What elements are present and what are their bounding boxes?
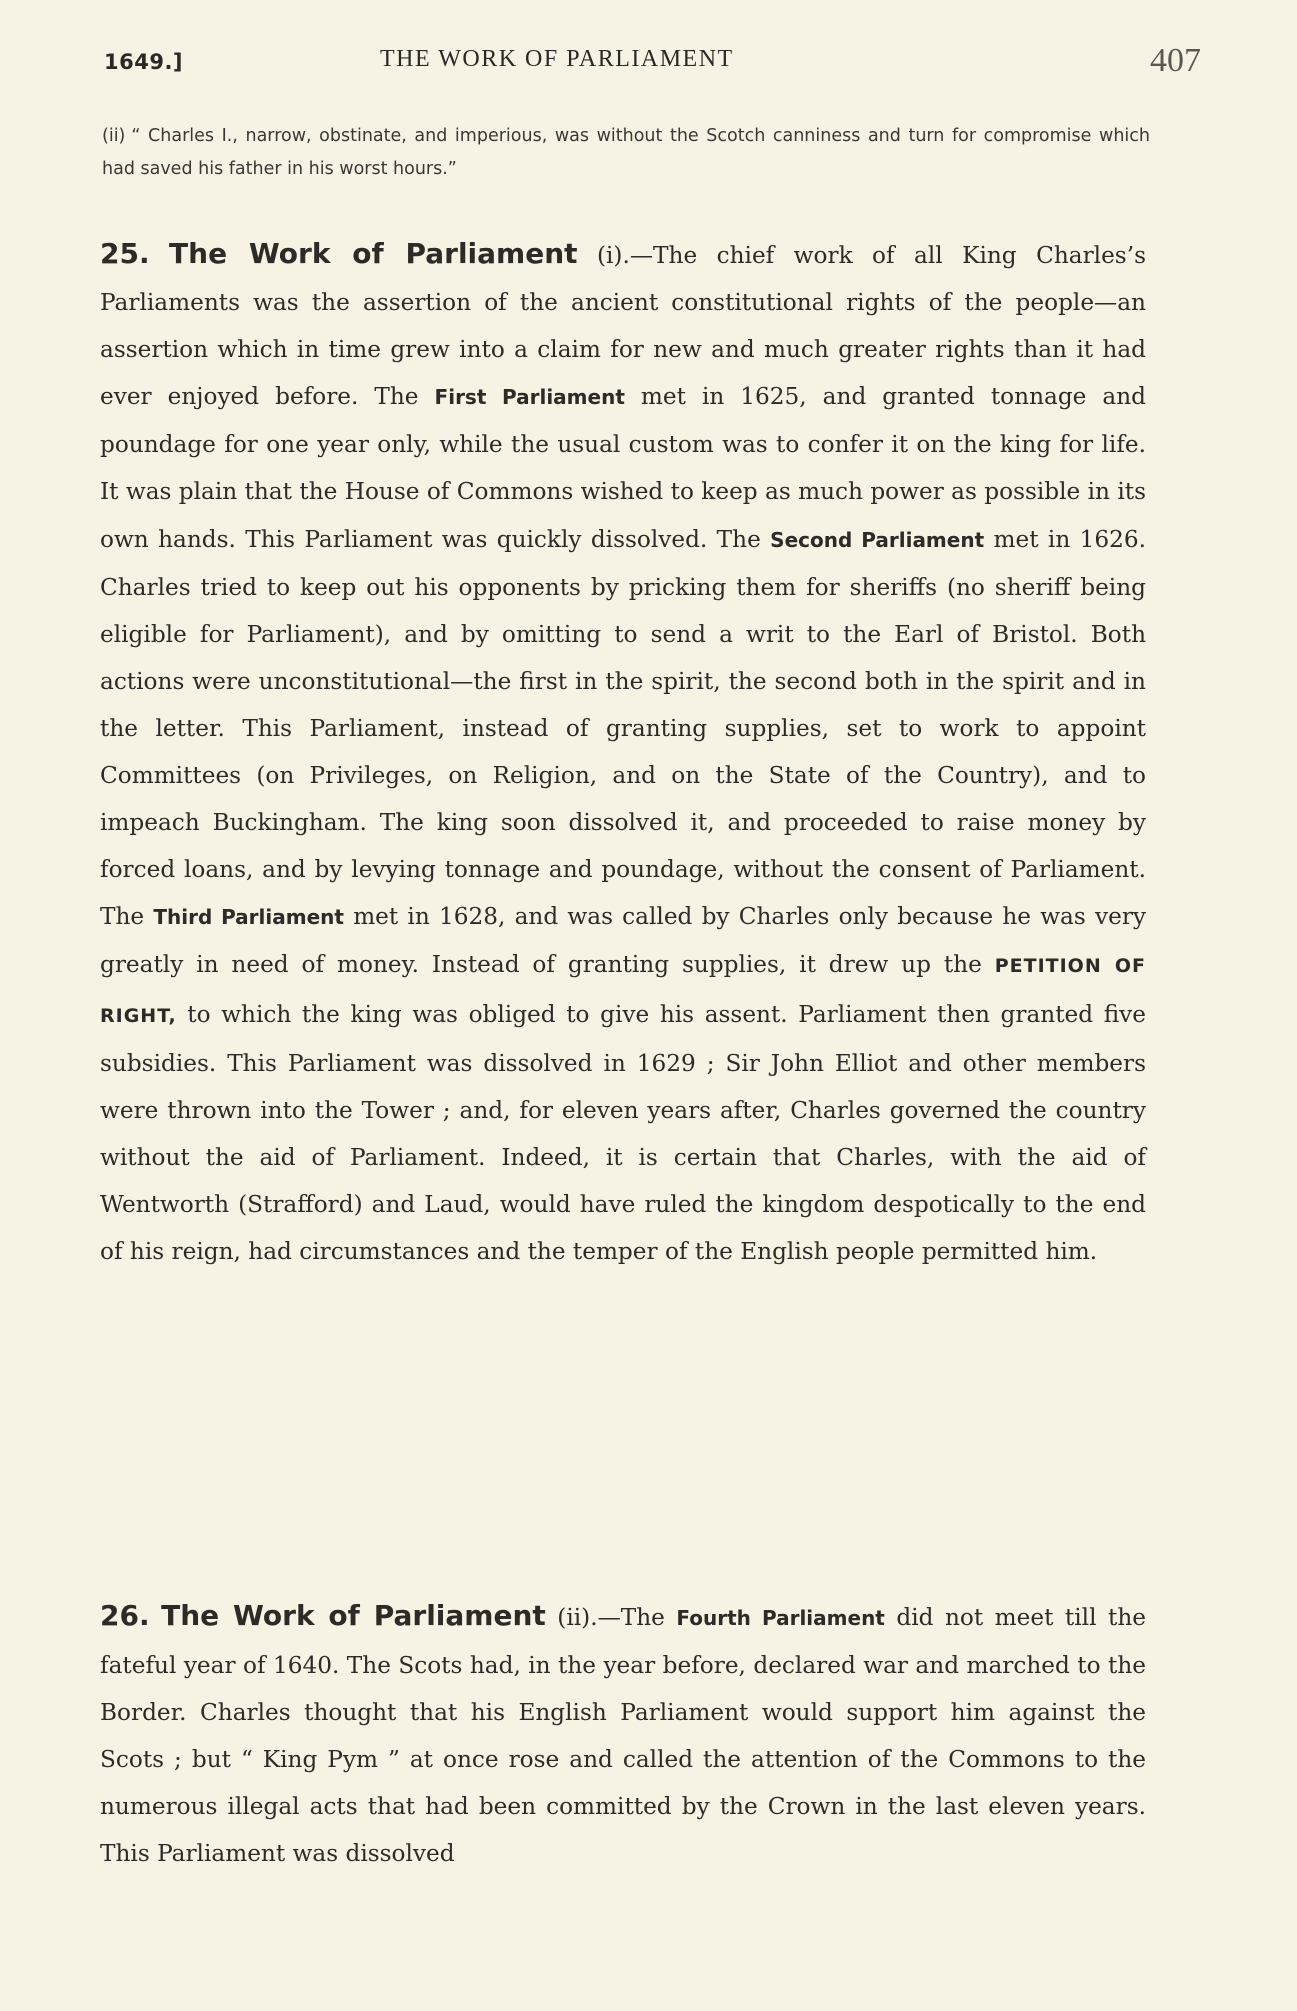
body-text: met in 1628, and was called by Charles only because he was very greatly in need of money. Instead of granting supplies, it drew up the: [100, 903, 1146, 979]
page-number: 407: [1150, 42, 1201, 79]
section-subtitle: (ii).: [557, 1604, 598, 1631]
parliament-name: Third Parliament: [153, 905, 344, 930]
running-head: [104, 42, 1204, 82]
body-text: met in 1626. Charles tried to keep out his opponents by pricking them for sheriffs (no sheriff being eligible for Parliament), and by omitting to send a writ to the Earl of Bristol. Both actions were unconstitutional—the first in the spirit, the second both in the spirit and in the letter. This Parliament, instead of granting supplies, set to work to appoint Committees (on Privileges, on Religion, and on the State of the Country), and to impeach Buckingham. The king soon dissolved it, and proceeded to raise money by forced loans, and by levying tonnage and poundage, without the consent of Parliament. The: [100, 525, 1146, 931]
section-number: 26.: [100, 1599, 150, 1632]
section-number: 25.: [100, 237, 150, 270]
parliament-name: Second Parliament: [770, 527, 985, 552]
body-text: did not meet till the fateful year of 1640. The Scots had, in the year before, declared war and marched to the Border. Charles thought that his English Parliament would support him against the Scots ; but “ King Pym ” at once rose and called the attention of the Commons to the numerous illegal acts that had been committed by the Crown in the last eleven years. This Parliament was dissolved: [100, 1604, 1146, 1868]
quote-label: (ii): [102, 126, 126, 146]
header-date: 1649.]: [104, 50, 184, 74]
parliament-name: First Parliament: [434, 385, 625, 410]
section-subtitle: (i).: [596, 242, 630, 269]
parliament-name: Fourth Parliament: [676, 1606, 885, 1630]
quote-block: [102, 120, 1150, 186]
body-text: —The: [597, 1604, 665, 1631]
section-25: [100, 230, 1146, 1275]
body-text: to which the king was obliged to give his assent. Parliament then granted five subsidies. This Parliament was dissolved in 1629 ; Sir John Elliot and other members were thrown into the Tower ; and, for eleven years after, Charles governed the country without the aid of Parliament. Indeed, it is certain that Charles, with the aid of Wentworth (Strafford) and Laud, would have ruled the kingdom despotically to the end of his reign, had circumstances and the temper of the English people permitted him.: [100, 1000, 1146, 1265]
header-title: THE WORK OF PARLIAMENT: [380, 46, 734, 72]
section-title: The Work of Parliament: [161, 1599, 546, 1632]
petition-of-right: PETITION OF RIGHT,: [100, 955, 1146, 1027]
body-text: met in 1625, and granted tonnage and poundage for one year only, while the usual custom was to confer it on the king for life. It was plain that the House of Commons wished to keep as much power as possible in its own hands. This Parliament was quickly dissolved. The: [100, 383, 1147, 553]
section-title: The Work of Parliament: [169, 237, 578, 270]
body-text: —The chief work of all King Charles’s Parliaments was the assertion of the ancient constitutional rights of the people—an assertion which in time grew into a claim for new and much greater rights than it had ever enjoyed before. The: [100, 242, 1146, 411]
section-26: [100, 1592, 1146, 1878]
quote-text: “ Charles I., narrow, obstinate, and imperious, was without the Scotch canniness and turn for compromise which had saved his father in his worst hours.”: [102, 126, 1150, 179]
